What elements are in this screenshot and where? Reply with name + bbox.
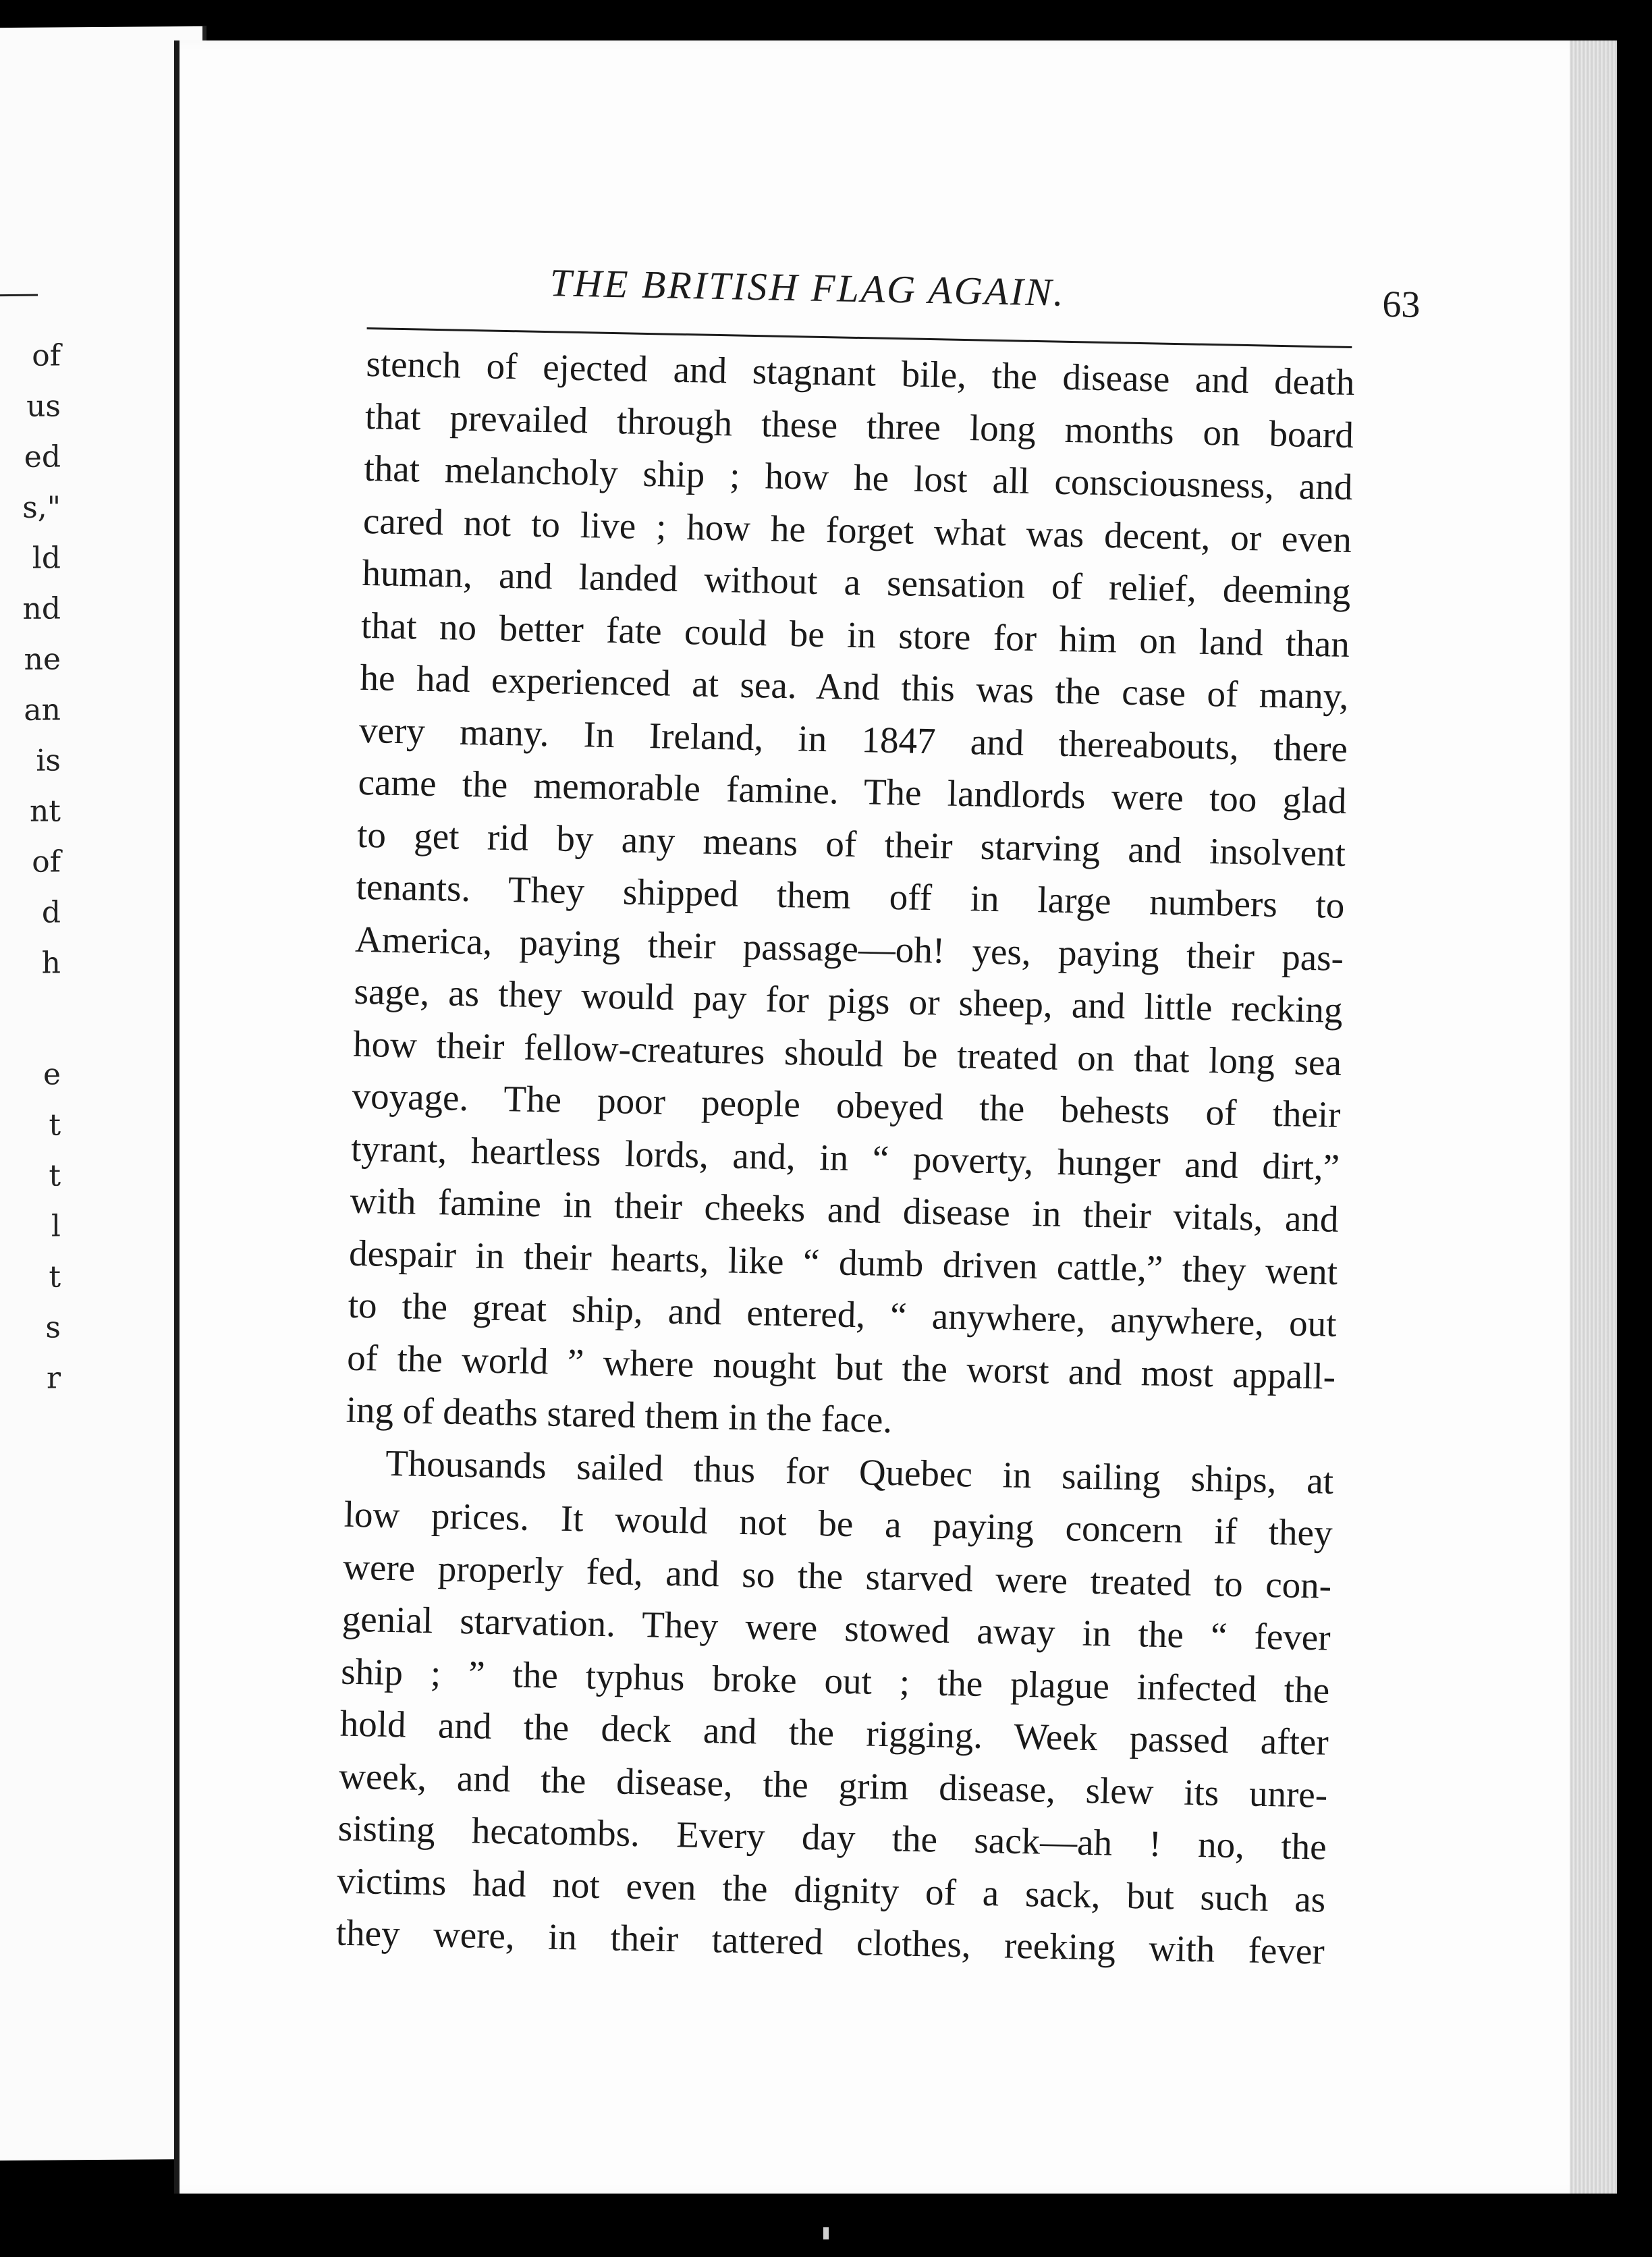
body-text [335, 337, 1355, 1978]
page-number: 63 [1381, 283, 1421, 326]
text-line: tyrant, heartless lords, and, in “ poverty, hunger and dirt,” [350, 1127, 1340, 1188]
text-line: tenants. They shipped them off in large numbers to [356, 865, 1346, 926]
left-fragment: l [51, 1209, 61, 1244]
text-line: cared not to live ; how he forget what was decent, or even [362, 499, 1352, 560]
text-line: to the great ship, and entered, “ anywhere, anywhere, out [348, 1284, 1338, 1344]
text-line: stench of ejected and stagnant bile, the disease and death [365, 342, 1355, 404]
text-line: they were, in their tattered clothes, reeking with fever [335, 1911, 1325, 1972]
left-fragment: ld [32, 541, 61, 576]
left-fragment: an [24, 692, 61, 728]
text-line: of the world ” where nought but the worst and most appall- [346, 1336, 1336, 1397]
left-fragment: t [49, 1158, 61, 1193]
text-line: how their fellow-creatures should be treated on that long sea [352, 1023, 1342, 1083]
left-fragment: of [32, 338, 61, 373]
text-line: low prices. It would not be a paying concern if they [343, 1493, 1333, 1554]
previous-page-rule [0, 294, 38, 296]
text-line: to get rid by any means of their starving and insolvent [356, 813, 1346, 874]
paragraph [346, 337, 1355, 1454]
left-fragment: is [36, 743, 61, 778]
text-line: genial starvation. They were stowed away in the “ fever [341, 1598, 1331, 1658]
left-fragment: h [41, 946, 61, 981]
text-line: that no better fate could be in store for him on land than [360, 604, 1350, 665]
page-content [335, 243, 1421, 1978]
left-fragment: t [49, 1108, 61, 1143]
text-line: were properly fed, and so the starved were treated to con- [342, 1546, 1332, 1606]
left-fragment: t [49, 1259, 61, 1295]
left-fragment: ed [24, 439, 61, 474]
text-line: Thousands sailed thus for Quebec in sailing ships, at [385, 1442, 1334, 1502]
text-line: very many. In Ireland, in 1847 and thereabouts, there [358, 709, 1348, 769]
text-line: voyage. The poor people obeyed the behests of their [352, 1075, 1342, 1135]
text-line: with famine in their cheeks and disease in their vitals, and [350, 1179, 1340, 1240]
text-line: sisting hecatombs. Every day the sack—ah ! no, the [337, 1807, 1327, 1868]
left-fragment: e [43, 1057, 61, 1092]
text-line: week, and the disease, the grim disease, slew its unre- [338, 1755, 1328, 1816]
scan-artifact [823, 2227, 829, 2239]
text-line: ing of deaths stared them in the face. [346, 1388, 893, 1441]
text-line: human, and landed without a sensation of relief, deeming [362, 551, 1351, 613]
paragraph [335, 1436, 1334, 1978]
left-fragment: of [32, 844, 61, 879]
text-line: despair in their hearts, like “ dumb driven cattle,” they went [348, 1232, 1338, 1293]
text-line: America, paying their passage—oh! yes, paying their pas- [354, 918, 1344, 979]
page-edge [1570, 40, 1617, 2194]
text-line: came the memorable famine. The landlords were too glad [358, 761, 1347, 821]
text-line: ship ; ” the typhus broke out ; the plague infected the [340, 1650, 1330, 1711]
text-line: hold and the deck and the rigging. Week passed after [339, 1702, 1329, 1763]
running-title: THE BRITISH FLAG AGAIN. [549, 261, 1066, 315]
left-fragment: ne [24, 642, 61, 677]
left-fragment: r [46, 1361, 61, 1396]
left-fragment: s," [22, 490, 61, 525]
left-fragment: nt [29, 794, 61, 829]
left-fragment: d [41, 895, 61, 930]
text-line: he had experienced at sea. And this was the case of many, [360, 656, 1349, 717]
text-line: that prevailed through these three long months on board [364, 395, 1354, 456]
text-line: victims had not even the dignity of a sack, but such as [336, 1859, 1326, 1920]
left-fragment: s [45, 1310, 61, 1345]
text-line: sage, as they would pay for pigs or sheep, and little recking [354, 970, 1344, 1031]
left-fragment: nd [22, 591, 61, 626]
book-page [174, 40, 1617, 2194]
text-line: that melancholy ship ; how he lost all consciousness, and [364, 447, 1353, 508]
running-head [367, 243, 1421, 337]
left-fragment: us [26, 389, 61, 424]
